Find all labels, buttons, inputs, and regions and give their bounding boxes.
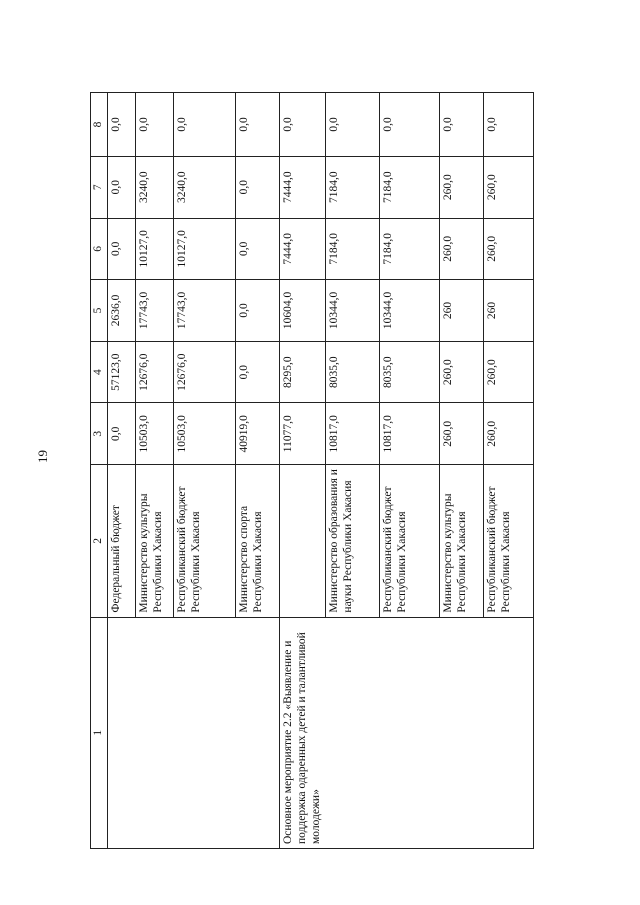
value-cell: 7184,0 [380,218,440,280]
rotated-table-container [90,92,529,849]
column-header: 3 [91,403,108,465]
column-header: 2 [91,465,108,617]
value-cell: 10503,0 [136,403,174,465]
value-cell: 0,0 [108,403,136,465]
value-cell: 0,0 [108,218,136,280]
source-cell: Республиканский бюджет Республики Хакасия [484,465,534,617]
value-cell: 7444,0 [280,218,326,280]
value-cell: 260,0 [440,403,484,465]
budget-table [90,92,534,849]
value-cell: 10127,0 [136,218,174,280]
source-cell: Федеральный бюджет [108,465,136,617]
value-cell: 0,0 [380,93,440,157]
value-cell: 17743,0 [136,280,174,342]
value-cell: 0,0 [136,93,174,157]
value-cell: 17743,0 [174,280,236,342]
value-cell: 0,0 [108,156,136,218]
value-cell: 260,0 [484,156,534,218]
value-cell: 8035,0 [326,341,380,403]
value-cell: 8295,0 [280,341,326,403]
value-cell: 7184,0 [380,156,440,218]
value-cell: 260,0 [484,218,534,280]
value-cell: 10127,0 [174,218,236,280]
value-cell: 57123,0 [108,341,136,403]
value-cell: 3240,0 [174,156,236,218]
value-cell: 0,0 [326,93,380,157]
value-cell: 0,0 [280,93,326,157]
value-cell: 0,0 [236,341,280,403]
value-cell: 2636,0 [108,280,136,342]
column-header: 6 [91,218,108,280]
column-header: 4 [91,341,108,403]
value-cell: 10503,0 [174,403,236,465]
value-cell: 0,0 [108,93,136,157]
value-cell: 260,0 [440,218,484,280]
value-cell: 0,0 [236,218,280,280]
measure-cell: Основное мероприятие 2.2 «Выявление и поддержка одаренных детей и талантливой молодежи» [280,617,534,848]
column-header: 1 [91,617,108,848]
value-cell: 260 [440,280,484,342]
value-cell: 12676,0 [136,341,174,403]
source-cell: Республиканский бюджет Республики Хакасия [174,465,236,617]
value-cell: 7184,0 [326,156,380,218]
value-cell: 12676,0 [174,341,236,403]
value-cell: 0,0 [440,93,484,157]
source-cell: Министерство культуры Республики Хакасия [136,465,174,617]
value-cell: 0,0 [236,156,280,218]
source-cell: Министерство спорта Республики Хакасия [236,465,280,617]
value-cell: 3240,0 [136,156,174,218]
value-cell: 10604,0 [280,280,326,342]
source-cell: Республиканский бюджет Республики Хакасия [380,465,440,617]
value-cell: 0,0 [236,280,280,342]
value-cell: 10817,0 [380,403,440,465]
column-header: 7 [91,156,108,218]
source-cell: Министерство образования и науки Республики Хакасия [326,465,380,617]
column-header: 5 [91,280,108,342]
value-cell: 40919,0 [236,403,280,465]
column-header: 8 [91,93,108,157]
value-cell: 260,0 [440,156,484,218]
measure-cell [108,617,280,848]
value-cell: 260,0 [484,341,534,403]
page-number: 19 [35,450,50,463]
value-cell: 260,0 [440,341,484,403]
value-cell: 7444,0 [280,156,326,218]
value-cell: 10817,0 [326,403,380,465]
value-cell: 11077,0 [280,403,326,465]
header-row [91,93,108,849]
value-cell: 0,0 [174,93,236,157]
table-row [108,93,136,849]
value-cell: 0,0 [484,93,534,157]
value-cell: 10344,0 [380,280,440,342]
value-cell: 8035,0 [380,341,440,403]
value-cell: 260,0 [484,403,534,465]
table-row [280,93,326,849]
value-cell: 10344,0 [326,280,380,342]
source-cell [280,465,326,617]
value-cell: 260 [484,280,534,342]
source-cell: Министерство культуры Республики Хакасия [440,465,484,617]
value-cell: 7184,0 [326,218,380,280]
value-cell: 0,0 [236,93,280,157]
